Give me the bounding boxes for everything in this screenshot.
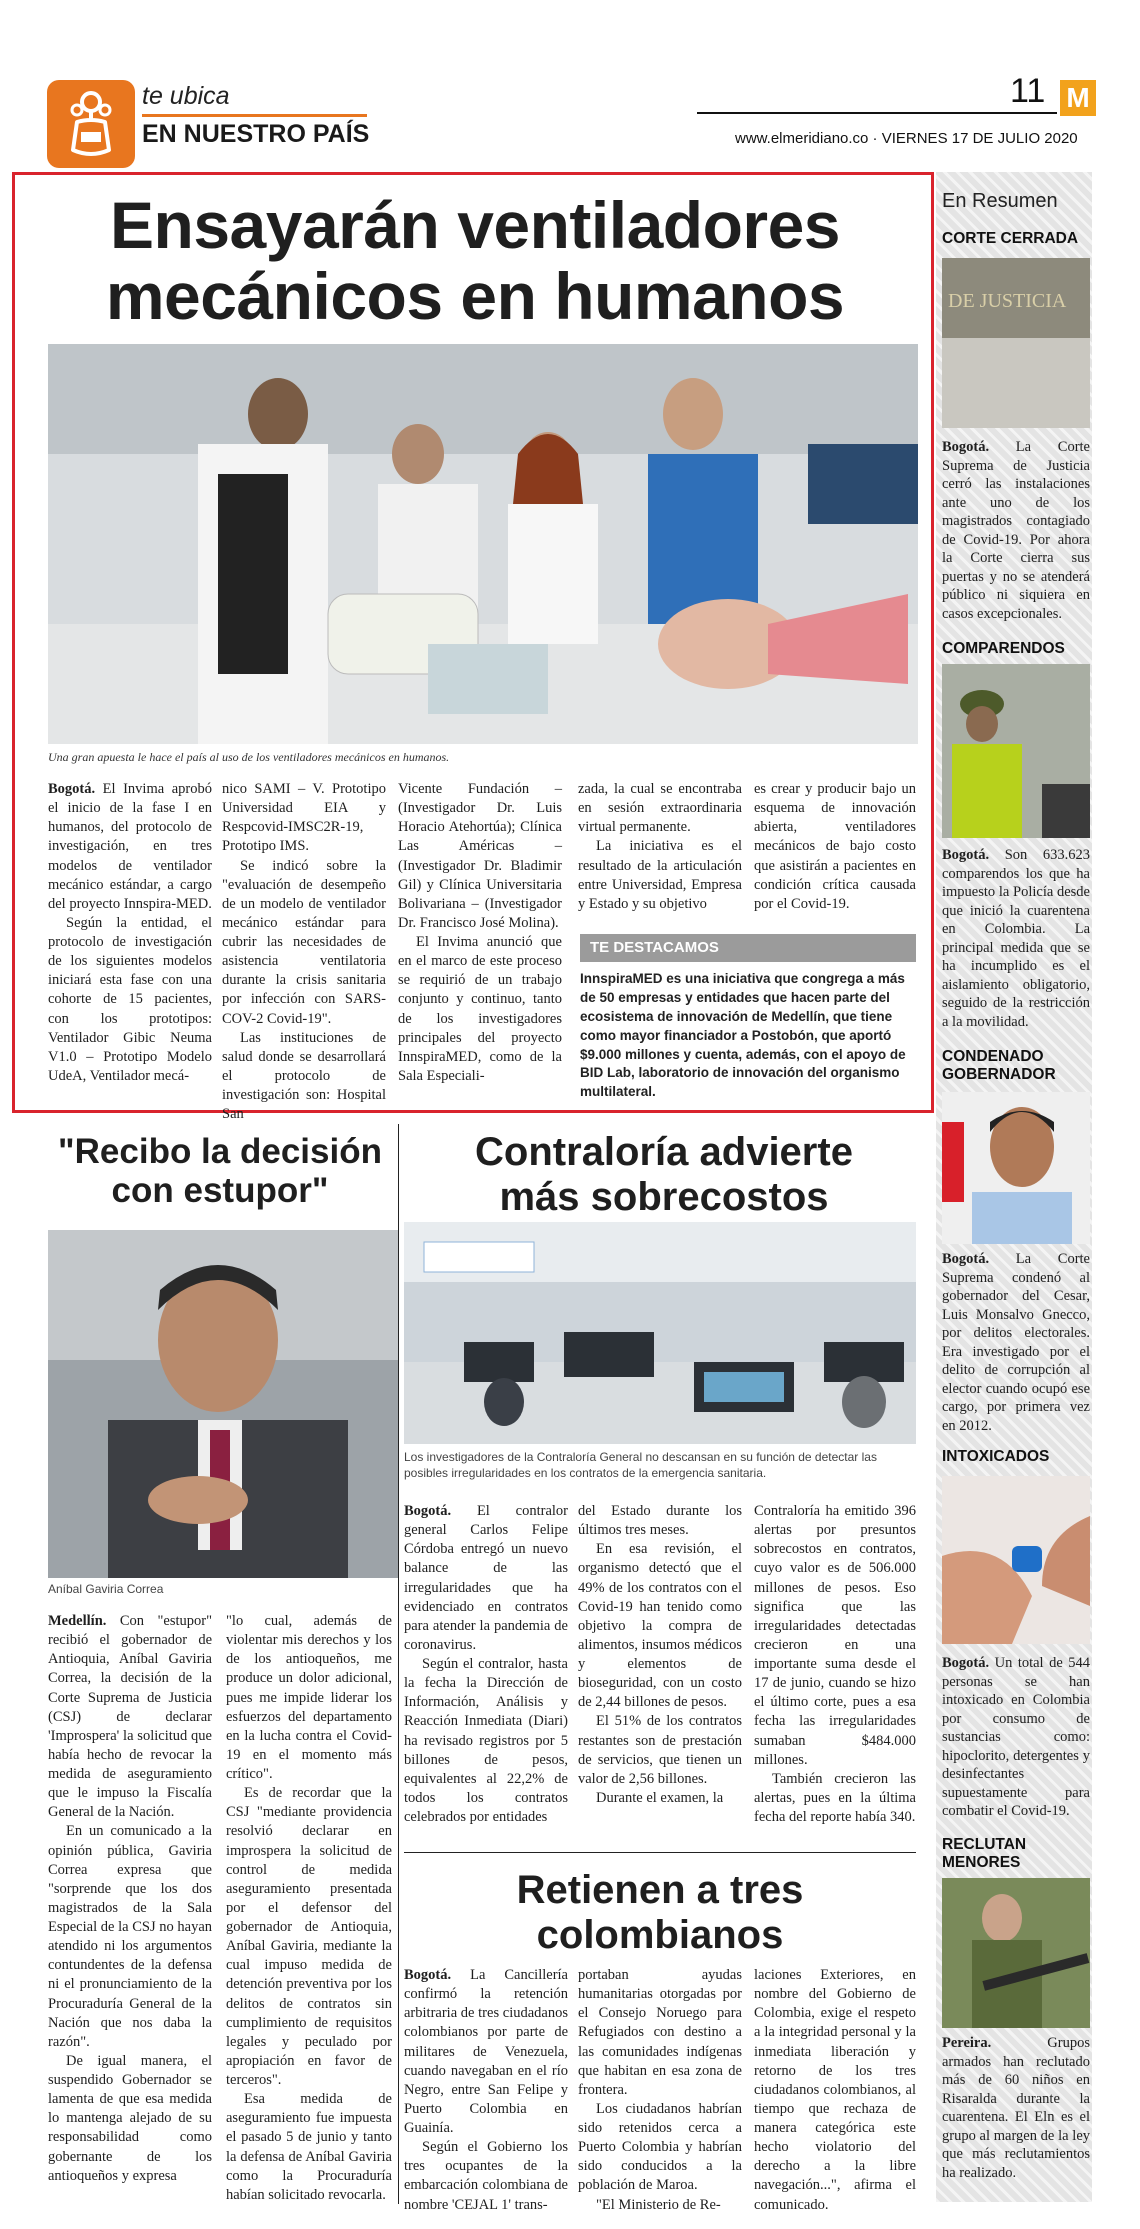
header-rule <box>697 112 1057 114</box>
sidebar-text-comparendos: Bogotá. Son 633.623 comparendos los que ha impuesto la Policía desde que inició la cuarentena en Colombia. La principal medida que se ha incumplido es el aislamiento obligatorio, seguido de la restricción a la movilidad. <box>942 847 1090 1030</box>
sidebar-head-intoxicados: INTOXICADOS <box>942 1448 1050 1465</box>
colombianos-column-2 <box>578 1966 742 2215</box>
main-headline-line1: Ensayarán ventiladores <box>109 188 841 262</box>
contraloria-photo <box>404 1222 916 1444</box>
contraloria-col3-para1: Contraloría ha emitido 396 alertas por presuntos sobrecostos en contratos, cuyo valor es de 506.000 millones de pesos. Eso significa que las irregularidades detectadas crecieron en una importante suma desde el 17 de junio, cuando se hizo el último corte, pues a esa fecha las irregularidades sumaban $484.000 millones. <box>754 1503 916 1768</box>
contraloria-photo-caption: Los investigadores de la Contraloría General no descansan en su función de detectar las posibles irregularidades en los contratos de la emergencia sanitaria. <box>404 1450 877 1480</box>
main-col3-para2: El Invima anunció que en el marco de este proceso se requirió de un trabajo conjunto y continuo, tanto de los investigadores principales del proyecto InnspiraMED, como de la Sala Especiali- <box>398 934 562 1084</box>
colombianos-col1-para1: Bogotá. La Cancillería confirmó la retención arbitraria de tres ciudadanos colombianos por parte de militares de Venezuela, cuando navegaban en el río Negro, entre San Felipe y Puerto Colombia en Guainía. <box>404 1967 568 2136</box>
main-column-5 <box>754 780 916 914</box>
main-col4-para2: La iniciativa es el resultado de la articulación entre Universidad, Empresa y Estado y su objetivo <box>578 838 742 912</box>
kicker-rule <box>142 114 367 117</box>
main-col5-para1: es crear y producir bajo un esquema de innovación abierta, ventiladores mecánicos de bajo costo que asistirán a pacientes en condición crítica causada por el Covid-19. <box>754 781 916 912</box>
gaviria-photo <box>48 1230 398 1578</box>
contraloria-headline-line2: más sobrecostos <box>499 1174 829 1219</box>
colombianos-headline <box>404 1868 916 1958</box>
contraloria-col1-para2: Según el contralor, hasta la fecha la Dirección de Información, Análisis y Reacción Inmediata (Diari) ha revisado registros por 5 billones de pesos, equivalentes al 22,2% de todos los contratos celebrados por entidades <box>404 1656 568 1825</box>
gaviria-col2-para3: Esa medida de aseguramiento fue impuesta el pasado 5 de junio y tanto la defensa de Aníbal Gaviria como la Procuraduría habían solicitado revocarla. <box>226 2091 392 2203</box>
sidebar-text-corte: Bogotá. La Corte Suprema de Justicia cerró las instalaciones ante uno de los magistrados contagiado de Covid-19. Por ahora la Corte cierra sus puertas y no se atenderá público ni siquiera en casos excepcionales. <box>942 439 1090 622</box>
sidebar-photo-intoxicados <box>942 1476 1090 1644</box>
story-divider <box>404 1852 916 1853</box>
contraloria-col2-para3: El 51% de los contratos restantes son de prestación de servicios, que tienen un valor de 2,56 billones. <box>578 1713 742 1787</box>
contraloria-headline-line1: Contraloría advierte <box>475 1130 853 1174</box>
main-headline-line2: mecánicos en humanos <box>105 259 845 334</box>
main-col3-para1: Vicente Fundación – (Investigador Dr. Luis Horacio Atehortúa); Clínica Las Américas – (Investigador Dr. Bladimir Gil) y Clínica Universitaria Bolivariana – (Investigador Dr. Francisco José Molina). <box>398 781 562 931</box>
gaviria-photo-caption: Aníbal Gaviria Correa <box>48 1582 164 1596</box>
sidebar-photo-corte-sign: DE JUSTICIA <box>948 290 1067 312</box>
page-number: 11 <box>1010 72 1046 110</box>
sidebar-photo-gobernador <box>942 1092 1090 1244</box>
contraloria-col3-para2: También crecieron las alertas, pues en la última fecha del reporte había 340. <box>754 1770 916 1825</box>
colombianos-headline-line1: Retienen a tres <box>516 1868 804 1912</box>
gaviria-col1-para1: Medellín. Con "estupor" recibió el gobernador de Antioquia, Aníbal Gaviria Correa, la decisión de la Corte Suprema de Justicia (CSJ) de declarar 'Improspera' la solicitud que había hecho de revocar la medida de aseguramiento que le impuso la Fiscalía General de la Nación. <box>48 1613 212 1821</box>
contraloria-column-3 <box>754 1502 916 1827</box>
gaviria-column-2 <box>226 1612 392 2205</box>
main-col2-para3: Las instituciones de salud donde se desarrollará el protocolo de investigación son: Hospital San <box>222 1029 386 1123</box>
sidebar-photo-corte <box>942 258 1090 428</box>
gaviria-col2-para2: Es de recordar que la CSJ "mediante providencia resolvió declarar en improspera la solicitud de control de medida aseguramiento presentada por el defensor del gobernador de Antioquia, Aníbal Gaviria, mediante la cual impuso medida de detención preventiva por los delitos de contratos sin cumplimiento de requisitos legales y peculado por apropiación en favor de terceros". <box>226 1785 392 2088</box>
colombianos-col2-para2: Los ciudadanos habrían sido retenidos cerca a Puerto Colombia y habrían sido conducidos a la población de Maroa. <box>578 2100 742 2194</box>
sidebar-title: En Resumen <box>942 190 1058 212</box>
main-column-1 <box>48 780 212 1086</box>
contraloria-column-1 <box>404 1502 568 1827</box>
main-col1-para1: Bogotá. El Invima aprobó el inicio de la fase I en humanos, del protocolo de investigación, en tres modelos de ventilador mecánico estándar, a cargo del proyecto Innspira-MED. <box>48 781 212 912</box>
contraloria-col2-para4: Durante el examen, la <box>596 1789 724 1806</box>
column-divider <box>398 1124 399 2204</box>
sidebar-head-reclutan: RECLUTAN MENORES <box>942 1836 1027 1871</box>
main-col2-para2: Se indicó sobre la "evaluación de desempeño de un modelo de ventilador mecánico estándar para cubrir las necesidades de asistencia ventilatoria durante la crisis sanitaria por infección con SARS-COV-2 Covid-19". <box>222 857 386 1027</box>
sidebar-photo-reclutan <box>942 1878 1090 2028</box>
destacamos-label: TE DESTACAMOS <box>580 934 916 962</box>
contraloria-col2-para1: del Estado durante los últimos tres meses. <box>578 1503 742 1539</box>
meridiano-m-icon: M <box>1060 80 1096 116</box>
colombianos-col2-para1: portaban ayudas humanitarias otorgadas por el Consejo Noruego para Refugiados con destino a las comunidades indígenas que habitan en esa zona de frontera. <box>578 1967 742 2098</box>
section-title: EN NUESTRO PAÍS <box>142 120 370 148</box>
colombianos-headline-line2: colombianos <box>536 1912 784 1957</box>
colombianos-column-3 <box>754 1966 916 2215</box>
contraloria-col2-para2: En esa revisión, el organismo detectó que el 49% de los contratos con el Covid-19 han tenido como objetivo la compra de alimentos, insumos médicos y elementos de bioseguridad, con un costo de 2,44 billones de pesos. <box>578 1541 742 1711</box>
gaviria-headline: "Recibo la decisión con estupor" <box>58 1132 382 1211</box>
sidebar-text-gobernador: Bogotá. La Corte Suprema condenó al gobernador del Cesar, Luis Monsalvo Gnecco, por delitos electorales. Era investigado por el delito de corrupción al elector cuando ocupó ese cargo, por primera vez en 2012. <box>942 1251 1090 1434</box>
sidebar-head-corte: CORTE CERRADA <box>942 230 1079 247</box>
colombianos-column-1 <box>404 1966 568 2215</box>
destacamos-text: InnspiraMED es una iniciativa que congrega a más de 50 empresas y entidades que hacen parte del ecosistema de innovación de Medellín, que tiene como mayor financiador a Postobón, que aportó $9.000 millones y cuenta, además, con el apoyo de BID Lab, laboratorio de innovación del organismo multilateral. <box>580 971 906 1100</box>
gaviria-col2-para1: "lo cual, además de violentar mis derechos y los de los antioqueños, me produce un dolor adicional, pues me impide liderar los esfuerzos del departamento en la lucha contra el Covid-19 en el momento más crítico". <box>226 1613 392 1782</box>
sidebar-head-comparendos: COMPARENDOS <box>942 640 1065 657</box>
main-col2-para1: nico SAMI – V. Prototipo Universidad EIA y Respcovid-IMSC2R-19, Prototipo IMS. <box>222 781 386 855</box>
main-column-4 <box>578 780 742 914</box>
main-headline <box>40 190 910 333</box>
colombianos-col1-para2: Según el Gobierno los tres ocupantes de la embarcación colombiana de nombre 'CEJAL 1' trans- <box>404 2139 568 2213</box>
ventilator-logo-icon <box>47 80 135 168</box>
main-column-3 <box>398 780 562 1086</box>
section-logo <box>47 80 135 168</box>
main-photo <box>48 344 918 744</box>
main-col1-para2: Según la entidad, el protocolo de investigación de los siguientes modelos iniciará esta fase con una cohorte de 15 pacientes, con los prototipos: Ventilador Gibic Neuma V1.0 – Prototipo Modelo UdeA, Ventilador mecá- <box>48 914 212 1084</box>
colombianos-col2-para3: "El Ministerio de Re- <box>596 2196 721 2213</box>
website-date: www.elmeridiano.co · VIERNES 17 DE JULIO 2020 <box>735 130 1078 147</box>
gaviria-col1-para3: De igual manera, el suspendido Gobernador se lamenta de que esa medida lo mantenga alejado de su responsabilidad como gobernante de los antioqueños y expresa <box>48 2052 212 2184</box>
sidebar-text-intoxicados: Bogotá. Un total de 544 personas se han intoxicado en Colombia por consumo de sustancias como: hipoclorito, detergentes y desinfectantes supuestamente para combatir el Covid-19. <box>942 1655 1090 1820</box>
main-col4-para1: zada, la cual se encontraba en sesión extraordinaria virtual permanente. <box>578 781 742 836</box>
contraloria-headline <box>404 1130 924 1220</box>
contraloria-col1-para1: Bogotá. El contralor general Carlos Felipe Córdoba entregó un nuevo balance de las irregularidades que ha evidenciado en contratos para atender la pandemia de coronavirus. <box>404 1503 568 1653</box>
gaviria-col1-para2: En un comunicado a la opinión pública, Gaviria Correa expresa que "sorprende que los dos magistrados de la Sala Especial de la CSJ no hayan atendido ni los argumentos contundentes de la defensa ni el pronunciamiento de la Procuraduría General de la Nación que nos daba la razón". <box>48 1823 212 2050</box>
main-photo-caption: Una gran apuesta le hace el país al uso de los ventiladores mecánicos en humanos. <box>48 750 450 764</box>
main-column-2 <box>222 780 386 1124</box>
sidebar-text-reclutan: Pereira. Grupos armados han reclutado más de 60 niños en Risaralda durante la cuarentena. El Eln es el grupo al margen de la ley que más reclutamientos ha realizado. <box>942 2035 1090 2181</box>
sidebar-head-gobernador: CONDENADO GOBERNADOR <box>942 1048 1056 1083</box>
colombianos-col3-para1: laciones Exteriores, en nombre del Gobierno de Colombia, exige el respeto a la integridad personal y la inmediata liberación y retorno de los tres ciudadanos colombianos, al tiempo que rechaza de manera categórica este hecho violatorio del derecho a la libre navegación...", afirma el comunicado. <box>754 1967 916 2213</box>
section-kicker: te ubica <box>142 82 230 110</box>
gaviria-column-1 <box>48 1612 212 2186</box>
contraloria-column-2 <box>578 1502 742 1808</box>
sidebar-photo-comparendos <box>942 664 1090 838</box>
